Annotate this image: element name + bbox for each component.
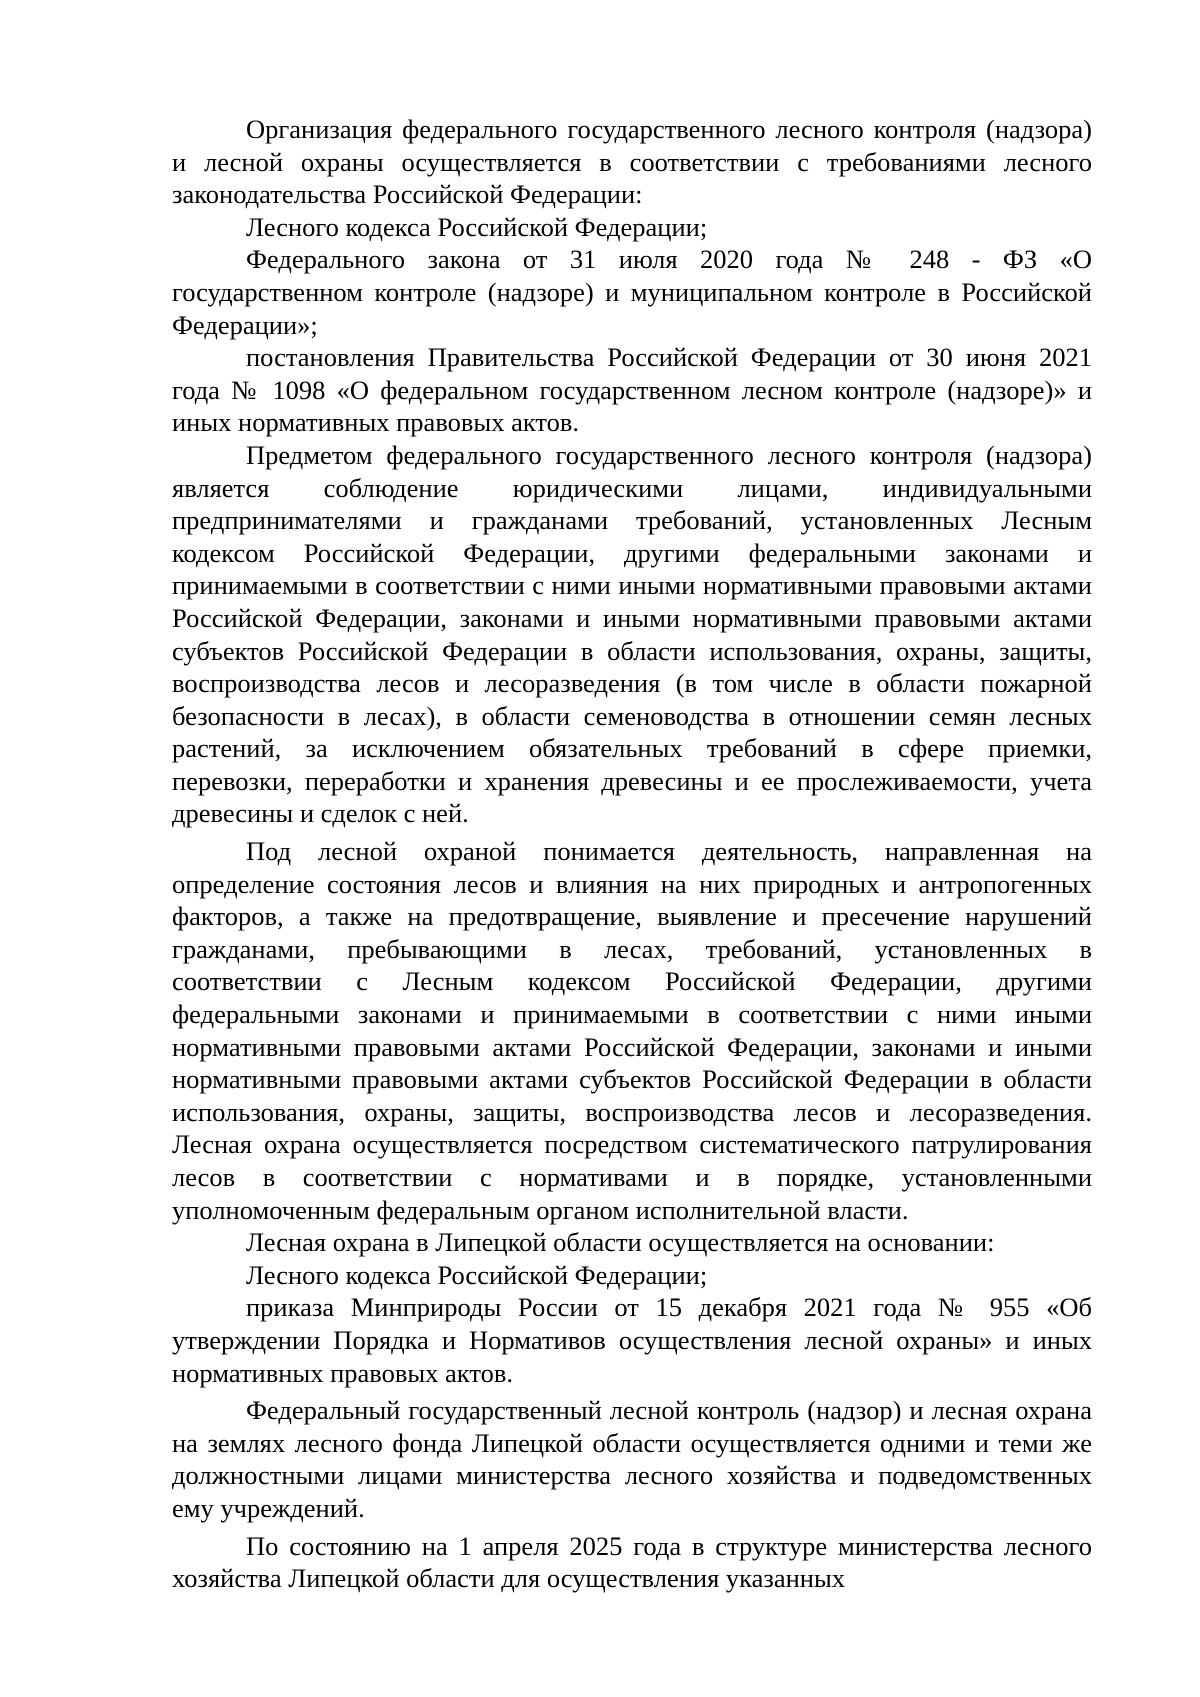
- paragraph-federal-law: Федерального закона от 31 июля 2020 года № 248 - ФЗ «О государственном контроле (надзоре) и муниципальном контроле в Российской Федерации»;: [172, 244, 1092, 340]
- paragraph-forest-code-2: Лесного кодекса Российской Федерации;: [246, 1259, 708, 1290]
- paragraph-officials: Федеральный государственный лесной контроль (надзор) и лесная охрана на землях лесного фонда Липецкой области осуществляется одними и теми же должностными лицами министерства лесного хозяйства и подведомственных ему учреждений.: [172, 1395, 1092, 1523]
- paragraph-organization: Организация федерального государственного лесного контроля (надзора) и лесной охраны осуществляется в соответствии с требованиями лесного законодательства Российской Федерации:: [172, 114, 1092, 210]
- paragraph-lipetsk-basis: Лесная охрана в Липецкой области осуществляется на основании:: [246, 1227, 995, 1258]
- paragraph-forest-code: Лесного кодекса Российской Федерации;: [246, 211, 708, 242]
- paragraph-government-resolution: постановления Правительства Российской Федерации от 30 июня 2021 года № 1098 «О федеральном государственном лесном контроле (надзоре)» и иных нормативных правовых актов.: [172, 342, 1092, 438]
- document-page: [172, 113, 1092, 1595]
- paragraph-control-subject: Предметом федерального государственного лесного контроля (надзора) является соблюдение юридическими лицами, индивидуальными предпринимателями и гражданами требований, установленных Лесным кодексом Российской Федерации, другими федеральными законами и принимаемыми в соответствии с ними иными нормативными правовыми актами Российской Федерации, законами и иными нормативными правовыми актами субъектов Российской Федерации в области использования, охраны, защиты, воспроизводства лесов и лесоразведения (в том числе в области пожарной безопасности в лесах), в области семеноводства в отношении семян лесных растений, за исключением обязательных требований в сфере приемки, перевозки, переработки и хранения древесины и ее прослеживаемости, учета древесины и сделок с ней.: [172, 439, 1092, 829]
- paragraph-structure: По состоянию на 1 апреля 2025 года в структуре министерства лесного хозяйства Липецкой области для осуществления указанных: [172, 1530, 1092, 1594]
- paragraph-forest-protection-definition: Под лесной охраной понимается деятельность, направленная на определение состояния лесов и влияния на них природных и антропогенных факторов, а также на предотвращение, выявление и пресечение нарушений гражданами, пребывающими в лесах, требований, установленных в соответствии с Лесным кодексом Российской Федерации, другими федеральными законами и принимаемыми в соответствии с ними иными нормативными правовыми актами Российской Федерации, законами и иными нормативными правовыми актами субъектов Российской Федерации в области использования, охраны, защиты, воспроизводства лесов и лесоразведения. Лесная охрана осуществляется посредством систематического патрулирования лесов в соответствии с нормативами и в порядке, установленными уполномоченным федеральным органом исполнительной власти.: [172, 836, 1092, 1225]
- paragraph-ministry-order: приказа Минприроды России от 15 декабря 2021 года № 955 «Об утверждении Порядка и Нормативов осуществления лесной охраны» и иных нормативных правовых актов.: [172, 1292, 1092, 1388]
